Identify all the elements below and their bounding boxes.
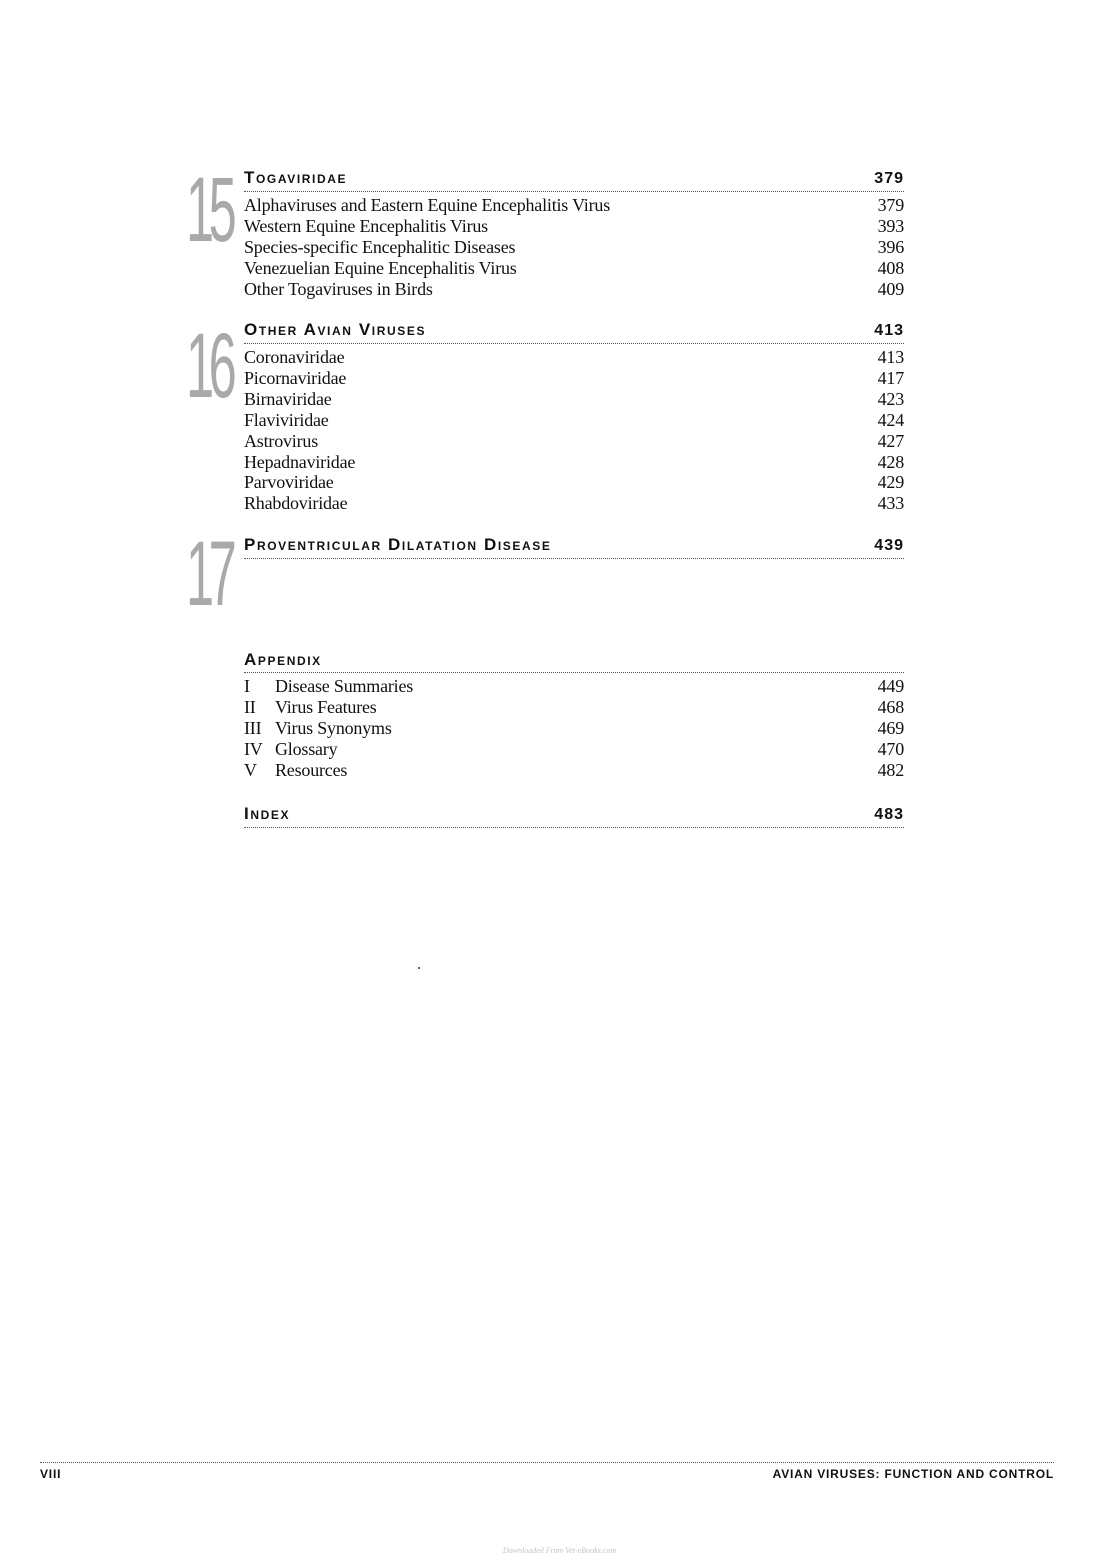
entry-label: Resources bbox=[275, 759, 348, 780]
entry-page: 429 bbox=[877, 472, 904, 493]
entry-page: 413 bbox=[877, 347, 904, 367]
entry-label: Glossary bbox=[275, 738, 338, 759]
entry-page: 433 bbox=[877, 493, 904, 514]
appendix-heading[interactable] bbox=[244, 650, 904, 673]
entry-label: Other Togaviruses in Birds bbox=[244, 278, 433, 299]
entry-page: 396 bbox=[877, 236, 904, 257]
appendix-roman: V bbox=[244, 759, 257, 780]
entry-label: Virus Synonyms bbox=[275, 717, 392, 738]
index-page: 483 bbox=[874, 806, 904, 823]
entry-page: 409 bbox=[877, 278, 904, 299]
entry-label: Species-specific Encephalitic Diseases bbox=[244, 236, 516, 257]
chapter-number-16: 16 bbox=[186, 315, 232, 417]
chapter-page: 439 bbox=[874, 537, 904, 554]
index-section bbox=[244, 804, 904, 828]
appendix-entry[interactable] bbox=[244, 718, 904, 739]
entry-page: 417 bbox=[877, 367, 904, 388]
footer-page-number: VIII bbox=[40, 1467, 62, 1481]
appendix-entry[interactable] bbox=[244, 697, 904, 718]
chapter-title: Other Avian Viruses bbox=[244, 320, 427, 339]
chapter-page: 413 bbox=[874, 322, 904, 339]
toc-entry[interactable] bbox=[244, 493, 904, 514]
entry-label: Picornaviridae bbox=[244, 367, 347, 388]
entry-label: Disease Summaries bbox=[275, 676, 414, 696]
entry-page: 470 bbox=[877, 738, 904, 759]
entry-label: Venezuelian Equine Encephalitis Virus bbox=[244, 257, 517, 278]
entry-page: 423 bbox=[877, 388, 904, 409]
chapter-heading[interactable] bbox=[244, 168, 904, 192]
appendix-roman: I bbox=[244, 676, 250, 696]
entry-label: Hepadnaviridae bbox=[244, 451, 356, 472]
appendix-roman: II bbox=[244, 696, 256, 717]
toc-entry[interactable] bbox=[244, 389, 904, 410]
chapter-title: Proventricular Dilatation Disease bbox=[244, 535, 552, 554]
appendix-section bbox=[244, 650, 904, 781]
toc-entry[interactable] bbox=[244, 347, 904, 368]
entry-page: 468 bbox=[877, 696, 904, 717]
chapter-heading[interactable] bbox=[244, 535, 904, 559]
toc-entry[interactable] bbox=[244, 258, 904, 279]
appendix-entry[interactable] bbox=[244, 760, 904, 781]
appendix-entry[interactable] bbox=[244, 739, 904, 760]
entry-page: 379 bbox=[877, 195, 904, 215]
toc-entry[interactable] bbox=[244, 216, 904, 237]
entry-page: 408 bbox=[877, 257, 904, 278]
chapter-number-15: 15 bbox=[186, 159, 232, 261]
toc-entry[interactable] bbox=[244, 410, 904, 431]
entry-label: Parvoviridae bbox=[244, 472, 334, 493]
entry-label: Western Equine Encephalitis Virus bbox=[244, 215, 488, 236]
chapter-heading[interactable] bbox=[244, 320, 904, 344]
toc-entry[interactable] bbox=[244, 279, 904, 300]
toc-entry[interactable] bbox=[244, 237, 904, 258]
entry-label: Birnaviridae bbox=[244, 388, 332, 409]
entry-page: 469 bbox=[877, 717, 904, 738]
footer-book-title: AVIAN VIRUSES: FUNCTION AND CONTROL bbox=[772, 1467, 1054, 1481]
watermark: Downloaded From Vet-eBooks.com bbox=[502, 1546, 617, 1555]
entry-page: 427 bbox=[877, 430, 904, 451]
toc-entry[interactable] bbox=[244, 472, 904, 493]
index-heading[interactable] bbox=[244, 804, 904, 828]
entry-label: Alphaviruses and Eastern Equine Encephalitis Virus bbox=[244, 195, 610, 215]
toc-entry[interactable] bbox=[244, 195, 904, 216]
toc-entry[interactable] bbox=[244, 452, 904, 473]
chapter-title: Togaviridae bbox=[244, 168, 348, 187]
scan-speck bbox=[418, 967, 420, 969]
appendix-roman: III bbox=[244, 717, 262, 738]
chapter-16-section bbox=[244, 320, 904, 514]
entry-page: 424 bbox=[877, 409, 904, 430]
appendix-roman: IV bbox=[244, 738, 263, 759]
toc-entry[interactable] bbox=[244, 368, 904, 389]
appendix-entry[interactable] bbox=[244, 676, 904, 697]
entry-label: Rhabdoviridae bbox=[244, 493, 348, 514]
chapter-15-section bbox=[244, 168, 904, 300]
entry-page: 449 bbox=[877, 676, 904, 696]
chapter-number-17: 17 bbox=[186, 523, 232, 625]
index-title: Index bbox=[244, 804, 291, 823]
entry-label: Coronaviridae bbox=[244, 347, 345, 367]
chapter-page: 379 bbox=[874, 170, 904, 187]
entry-label: Flaviviridae bbox=[244, 409, 329, 430]
entry-page: 482 bbox=[877, 759, 904, 780]
entry-label: Astrovirus bbox=[244, 430, 318, 451]
appendix-title: Appendix bbox=[244, 650, 322, 669]
entry-label: Virus Features bbox=[275, 696, 377, 717]
chapter-17-section bbox=[244, 535, 904, 559]
entry-page: 428 bbox=[877, 451, 904, 472]
entry-page: 393 bbox=[877, 215, 904, 236]
page-footer bbox=[40, 1462, 1054, 1481]
toc-entry[interactable] bbox=[244, 431, 904, 452]
